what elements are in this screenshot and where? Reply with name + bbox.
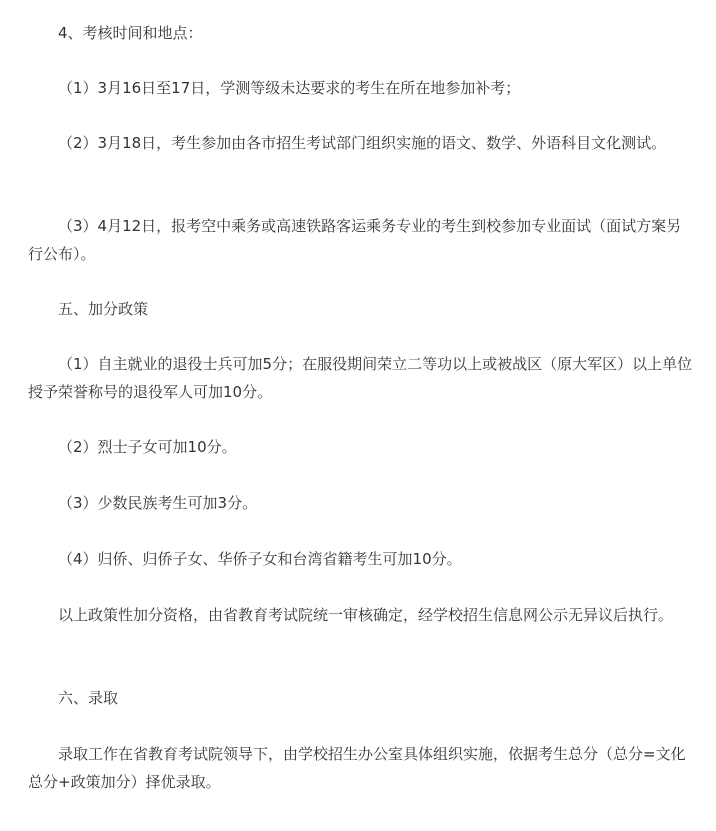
assessment-item-3: （3）4月12日，报考空中乘务或高速铁路客运乘务专业的考生到校参加专业面试（面试方案另行公布）。 (28, 217, 682, 263)
bonus-policy-heading: 五、加分政策 (58, 300, 149, 318)
admission-heading: 六、录取 (58, 689, 119, 707)
admission-description: 录取工作在省教育考试院领导下，由学校招生办公室具体组织实施，依据考生总分（总分=文化总分+政策加分）择优录取。 (28, 745, 686, 791)
bonus-item-1: （1）自主就业的退役士兵可加5分；在服役期间荣立二等功以上或被战区（原大军区）以上单位授予荣誉称号的退役军人可加10分。 (28, 355, 693, 401)
assessment-item-2: （2）3月18日，考生参加由各市招生考试部门组织实施的语文、数学、外语科目文化测试。 (58, 134, 667, 152)
assessment-item-1: （1）3月16日至17日，学测等级未达要求的考生在所在地参加补考； (58, 79, 521, 97)
bonus-policy-note: 以上政策性加分资格，由省教育考试院统一审核确定，经学校招生信息网公示无异议后执行。 (58, 606, 674, 624)
assessment-time-place-heading: 4、考核时间和地点： (58, 24, 203, 42)
bonus-item-4: （4）归侨、归侨子女、华侨子女和台湾省籍考生可加10分。 (58, 550, 462, 568)
bonus-item-2: （2）烈士子女可加10分。 (58, 438, 237, 456)
bonus-item-3: （3）少数民族考生可加3分。 (58, 494, 258, 512)
